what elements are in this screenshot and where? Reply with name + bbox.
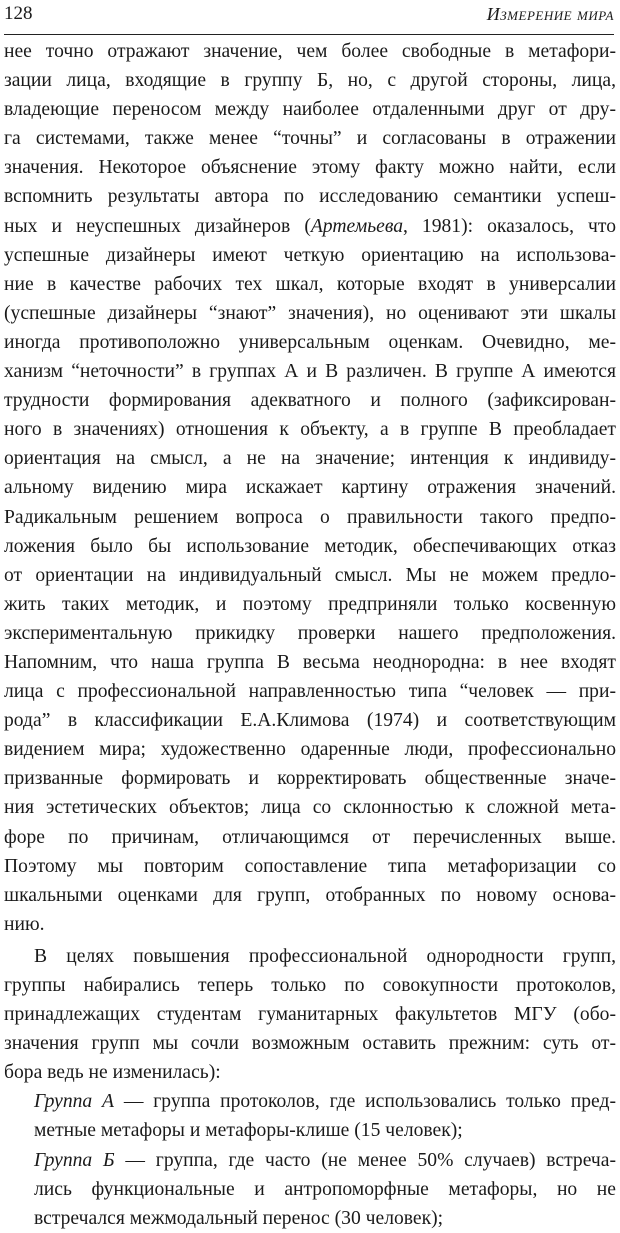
text-run: значения групп мы сочли возможным оставить прежним: суть от-: [4, 1033, 616, 1055]
text-line: [4, 532, 616, 561]
text-run: лись функциональные и антропоморфные метафоры, но не: [34, 1178, 616, 1200]
text-line: [4, 182, 616, 211]
text-line: [4, 619, 616, 648]
text-line: [4, 823, 616, 852]
text-line: [4, 677, 616, 706]
italic-term: Артемьева: [310, 215, 403, 237]
text-run: встречался межмодальный перенос (30 человек);: [34, 1207, 444, 1229]
text-run: ного в значениях) отношения к объекту, а в группе В преобладает: [4, 419, 616, 441]
text-run: Радикальным решением вопроса о правильности такого предпо-: [4, 506, 616, 528]
text-line: [4, 764, 616, 793]
text-run: видением мира; художественно одаренные люди, профессионально: [4, 739, 616, 761]
text-line: [4, 1175, 616, 1204]
text-run: нее точно отражают значение, чем более свободные в метафори-: [4, 41, 616, 62]
text-run: нию.: [4, 913, 45, 935]
text-line: [4, 590, 616, 619]
text-line: [4, 124, 616, 153]
text-line: [4, 1204, 616, 1233]
text-run: Поэтому мы повторим сопоставление типа метафоризации со: [4, 855, 616, 877]
text-run: В целях повышения профессиональной однородности групп,: [34, 945, 616, 967]
text-run: бора ведь не изменилась):: [4, 1062, 221, 1084]
text-run: ханизм “неточности” в группах А и В различен. В группе А имеются: [4, 361, 616, 383]
text-line: [4, 881, 616, 910]
text-line: [4, 328, 616, 357]
text-line: [4, 706, 616, 735]
page-header: [4, 0, 614, 35]
paragraph: [4, 37, 616, 939]
text-line: [4, 241, 616, 270]
italic-term: Группа Б: [34, 1149, 115, 1171]
text-line: [4, 648, 616, 677]
text-line: [4, 852, 616, 881]
text-run: лица с профессиональной направленностью типа “человек — при-: [4, 681, 616, 703]
text-run: шкальными оценками для групп, отобранных по новому основа-: [4, 884, 616, 906]
paragraph: [4, 942, 616, 1087]
text-line: [4, 1146, 616, 1175]
text-line: [4, 473, 616, 502]
text-run: форе по причинам, отличающимся от перечисленных выше.: [4, 826, 616, 848]
text-line: [4, 735, 616, 764]
text-run: — группа, где часто (не менее 50% случаев) встреча-: [114, 1149, 616, 1171]
text-line: [4, 386, 616, 415]
list-item-group-a: [4, 1087, 616, 1145]
page-number: 128: [4, 3, 33, 24]
text-line: [4, 415, 616, 444]
text-run: (успешные дизайнеры “знают” значения), но оценивают эти шкалы: [4, 302, 616, 324]
text-run: от ориентации на индивидуальный смысл. Мы не можем предло-: [4, 564, 616, 586]
text-line: [4, 1029, 616, 1058]
text-line: [4, 153, 616, 182]
text-line: [4, 357, 616, 386]
text-run: владеющие переносом между наиболее отдаленными друг от дру-: [4, 99, 616, 121]
text-run: вспомнить результаты автора по исследованию семантики успеш-: [4, 186, 616, 208]
text-line: [4, 37, 616, 66]
text-line: [4, 971, 616, 1000]
text-run: зации лица, входящие в группу Б, но, с другой стороны, лица,: [4, 70, 616, 92]
text-run: призванные формировать и корректировать общественные значе-: [4, 768, 616, 790]
text-line: [4, 1116, 616, 1145]
text-run: ных и неуспешных дизайнеров (: [4, 215, 311, 237]
text-run: значения. Некоторое объяснение этому факту можно найти, если: [4, 157, 616, 179]
text-run: трудности формирования адекватного и полного (зафиксирован-: [4, 390, 616, 412]
text-run: га системами, также менее “точны” и согласованы в отражении: [4, 128, 616, 150]
text-line: [4, 95, 616, 124]
body-text: [4, 37, 616, 1233]
list-item-group-b: [4, 1146, 616, 1233]
text-run: Напомним, что наша группа В весьма неоднородна: в нее входят: [4, 651, 616, 673]
text-line: [4, 66, 616, 95]
text-line: [4, 793, 616, 822]
text-line: [4, 212, 616, 241]
text-run: жить таких методик, и поэтому предприняли только косвенную: [4, 593, 616, 615]
text-run: принадлежащих студентам гуманитарных факультетов МГУ (обо-: [4, 1004, 616, 1026]
text-line: [4, 910, 616, 939]
text-run: иногда противоположно универсальным оценкам. Очевидно, ме-: [4, 331, 616, 353]
text-run: экспериментальную прикидку проверки нашего предположения.: [4, 622, 616, 644]
text-run: рода” в классификации Е.А.Климова (1974) и соответствующим: [4, 710, 616, 732]
text-line: [4, 1058, 616, 1087]
running-title: Измерение мира: [486, 4, 614, 24]
text-run: метные метафоры и метафоры-клише (15 человек);: [34, 1120, 463, 1142]
text-line: [4, 299, 616, 328]
text-run: ориентация на смысл, а не на значение; интенция к индивиду-: [4, 448, 616, 470]
text-run: группы набирались теперь только по совокупности протоколов,: [4, 975, 616, 996]
text-run: ние в качестве рабочих тех шкал, которые входят в универсалии: [4, 273, 616, 295]
text-run: ложения было бы использование методик, обеспечивающих отказ: [4, 535, 616, 557]
text-line: [4, 561, 616, 590]
text-line: [4, 444, 616, 473]
text-run: успешные дизайнеры имеют четкую ориентацию на использова-: [4, 244, 616, 266]
italic-term: Группа А: [34, 1091, 115, 1113]
text-line: [4, 1000, 616, 1029]
text-line: [4, 270, 616, 299]
text-line: [4, 503, 616, 532]
text-line: [4, 942, 616, 971]
text-line: [4, 1087, 616, 1116]
text-run: ния эстетических объектов; лица со склонностью к сложной мета-: [4, 797, 616, 819]
text-run: альному видению мира искажает картину отражения значений.: [4, 477, 616, 499]
text-run: , 1981): оказалось, что: [403, 215, 616, 237]
text-run: — группа протоколов, где использовались только пред-: [114, 1091, 616, 1113]
